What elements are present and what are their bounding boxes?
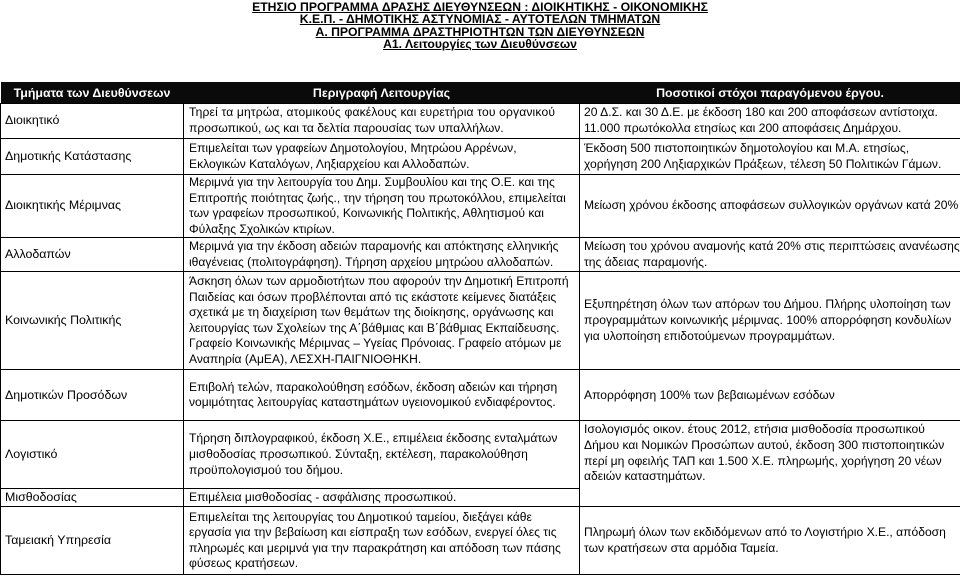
table-row: [1, 507, 960, 575]
department-cell: Ταμειακή Υπηρεσία: [1, 507, 184, 575]
goals-cell: [580, 175, 960, 238]
goals-line: Ισολογισμός οικον. έτους 2012, ετήσια μισθοδοσία προσωπικού: [584, 422, 925, 437]
description-line: προσωπικού, ως και τα δελτία παρουσίας των υπαλλήλων.: [189, 121, 504, 135]
description-cell: [184, 489, 580, 507]
goals-line: Πληρωμή όλων των εκδιδόμενων από το Λογιστήριο Χ.Ε., απόδοση: [584, 525, 946, 540]
description-line: Επιμέλεια μισθοδοσίας - ασφάλισης προσωπικού.: [189, 490, 457, 505]
goals-line: Απορρόφηση 100% των βεβαιωμένων εσόδων: [584, 387, 835, 402]
description-line: Εκλογικών Καταλόγων, Ληξιαρχείου και Αλλοδαπών.: [189, 156, 470, 171]
description-cell: [184, 139, 580, 175]
table-row: [1, 139, 960, 175]
column-header-description: Περιγραφή Λειτουργίας: [184, 82, 580, 104]
department-cell: Κοινωνικής Πολιτικής: [1, 272, 184, 370]
description-line: σχετικά με τη διαχείριση των θεμάτων της διοίκησης, οργάνωσης και: [189, 305, 554, 320]
column-header-departments: Τμήματα των Διευθύνσεων: [1, 82, 184, 104]
description-line: Άσκηση όλων των αρμοδιοτήτων που αφορούν την Δημοτική Επιτροπή: [189, 274, 569, 289]
goals-line: περί μη οφειλής ΤΑΠ και 1.500 Χ.Ε. πληρωμής, χορήγηση 20 νέων: [584, 453, 942, 468]
goals-line: αδειών καταστημάτων.: [584, 469, 706, 484]
goals-line: για υλοποίηση επιδοτούμενων προγραμμάτων.: [584, 328, 836, 343]
goals-cell: [580, 507, 960, 575]
goals-line: Έκδοση 500 πιστοποιητικών δημοτολογίου και Μ.Α. ετησίως,: [584, 140, 910, 155]
description-cell: [184, 421, 580, 489]
document-header: [0, 0, 960, 51]
description-cell: [184, 507, 580, 575]
description-line: Τηρεί τα μητρώα, ατομικούς φακέλους και ευρετήρια του οργανικού: [189, 105, 556, 120]
description-cell: [184, 272, 580, 370]
goals-line: 11.000 πρωτόκολλα ετησίως και 200 αποφάσεις Δημάρχου.: [584, 121, 902, 135]
goals-line: προγραμμάτων κοινωνικής μέριμνας. 100% απορρόφηση κονδυλίων: [584, 313, 952, 328]
table-header-row: [1, 82, 960, 104]
goals-line: χορήγηση 200 Ληξιαρχικών Πράξεων, τέλεση 50 Πολιτικών Γάμων.: [584, 156, 942, 171]
description-line: των γραφείων προσωπικού, Κοινωνικής Πολιτικής, Αθλητισμού και: [189, 206, 544, 221]
goals-cell: [580, 104, 960, 139]
description-line: Τήρηση διπλογραφικού, έκδοση Χ.Ε., επιμέλεια έκδοσης ενταλμάτων: [189, 431, 558, 446]
description-line: νομιμότητας λειτουργίας καταστημάτων υγειονομικού ενδιαφέροντος.: [189, 395, 556, 410]
description-cell: [184, 370, 580, 421]
description-line: Μεριμνά για την λειτουργία του Δημ. Συμβουλίου και της Ο.Ε. και της: [189, 175, 555, 189]
department-cell: Δημοτικής Κατάστασης: [1, 139, 184, 175]
description-line: προϋπολογισμού του δήμου.: [189, 462, 344, 477]
description-line: ιθαγένειας (πολιτογράφηση). Τήρηση αρχείου μητρώου αλλοδαπών.: [189, 254, 554, 269]
description-line: μισθοδοσίας προσωπικού. Σύνταξη, εκτέλεση, παρακολούθηση: [189, 447, 528, 462]
description-line: Αναπηρία (ΑμΕΑ), ΛΕΣΧΗ-ΠΑΙΓΝΙΟΘΗΚΗ.: [189, 352, 422, 367]
goals-cell: [580, 139, 960, 175]
goals-line: Μείωση του χρόνου αναμονής κατά 20% στις περιπτώσεις ανανέωσης: [584, 239, 960, 254]
description-line: λειτουργίας των Σχολείων της Α΄βάθμιας και Β΄βάθμιας Εκπαίδευσης.: [189, 320, 560, 335]
header-title-line-4: Α1. Λειτουργίες των Διευθύνσεων: [383, 37, 577, 52]
description-line: Επιμελείται της λειτουργίας του Δημοτικού ταμείου, διεξάγει κάθε: [189, 509, 532, 524]
description-line: Μεριμνά για την έκδοση αδειών παραμονής και απόκτησης ελληνικής: [189, 239, 559, 254]
description-line: Επιβολή τελών, παρακολούθηση εσόδων, έκδοση αδειών και τήρηση: [189, 379, 558, 394]
description-line: φύσεως κρατήσεων.: [189, 556, 299, 571]
goals-line: των κρατήσεων στα αρμόδια Ταμεία.: [584, 540, 779, 555]
department-cell: Λογιστικό: [1, 421, 184, 489]
goals-line: της άδειας παραμονής.: [584, 254, 708, 269]
goals-cell: [580, 238, 960, 272]
description-cell: [184, 238, 580, 272]
table-row: [1, 421, 960, 489]
description-line: εργασία για την βεβαίωση και είσπραξη των εσόδων, ενεργεί όλες τις: [189, 525, 557, 540]
department-cell: Διοικητικό: [1, 104, 184, 139]
description-line: Επιμελείται των γραφείων Δημοτολογίου, Μητρώου Αρρένων,: [189, 140, 517, 155]
department-cell: Δημοτικών Προσόδων: [1, 370, 184, 421]
goals-line: Μείωση χρόνου έκδοσης αποφάσεων συλλογικών οργάνων κατά 20%: [584, 198, 959, 213]
department-cell: Διοικητικής Μέριμνας: [1, 175, 184, 238]
goals-line: Εξυπηρέτηση όλων των απόρων του Δήμου. Πλήρης υλοποίηση των: [584, 297, 951, 312]
description-line: Επιτροπής ποιότητας ζωής., την τήρηση του πρωτοκόλλου, επιμελείται: [189, 190, 566, 205]
goals-cell: [580, 272, 960, 370]
goals-line: 20 Δ.Σ. και 30 Δ.Ε. με έκδοση 180 και 200 αποφάσεων αντίστοιχα.: [584, 105, 938, 120]
description-line: Γραφείο Κοινωνικής Μέριμνας – Υγείας Πρόνοιας. Γραφείο ατόμων με: [189, 336, 562, 351]
table-row: [1, 104, 960, 139]
description-cell: [184, 104, 580, 139]
description-cell: [184, 175, 580, 238]
header-title-line-1: ΕΤΗΣΙΟ ΠΡΟΓΡΑΜΜΑ ΔΡΑΣΗΣ ΔΙΕΥΘΥΝΣΕΩΝ : ΔΙΟΙΚΗΤΙΚΗΣ - ΟΙΚΟΝΟΜΙΚΗΣ: [252, 0, 708, 14]
department-cell: Μισθοδοσίας: [1, 489, 184, 507]
department-cell: Αλλοδαπών: [1, 238, 184, 272]
goals-cell: [580, 421, 960, 507]
description-line: Φύλαξης Σχολικών κτιρίων.: [189, 221, 335, 236]
goals-cell: [580, 370, 960, 421]
goals-line: Δήμου και Νομικών Προσώπων αυτού, έκδοση 300 πιστοποιητικών: [584, 437, 945, 452]
header-title-line-2: Κ.Ε.Π. - ΔΗΜΟΤΙΚΗΣ ΑΣΤΥΝΟΜΙΑΣ - ΑΥΤΟΤΕΛΩΝ ΤΜΗΜΑΤΩΝ: [299, 12, 661, 27]
table-row: [1, 175, 960, 238]
table-row: [1, 370, 960, 421]
header-title-line-3: Α. ΠΡΟΓΡΑΜΜΑ ΔΡΑΣΤΗΡΙΟΤΗΤΩΝ ΤΩΝ ΔΙΕΥΘΥΝΣΕΩΝ: [315, 24, 645, 39]
description-line: πληρωμές και μεριμνά για την παρακράτηση και απόδοση των πάσης: [189, 540, 561, 555]
column-header-goals: Ποσοτικοί στόχοι παραγόμενου έργου.: [580, 82, 960, 104]
table-row: [1, 238, 960, 272]
functions-table: [0, 82, 960, 575]
description-line: Παιδείας και όσων προβλέπονται από τις εκάστοτε κείμενες διατάξεις: [189, 289, 557, 304]
table-row: [1, 272, 960, 370]
